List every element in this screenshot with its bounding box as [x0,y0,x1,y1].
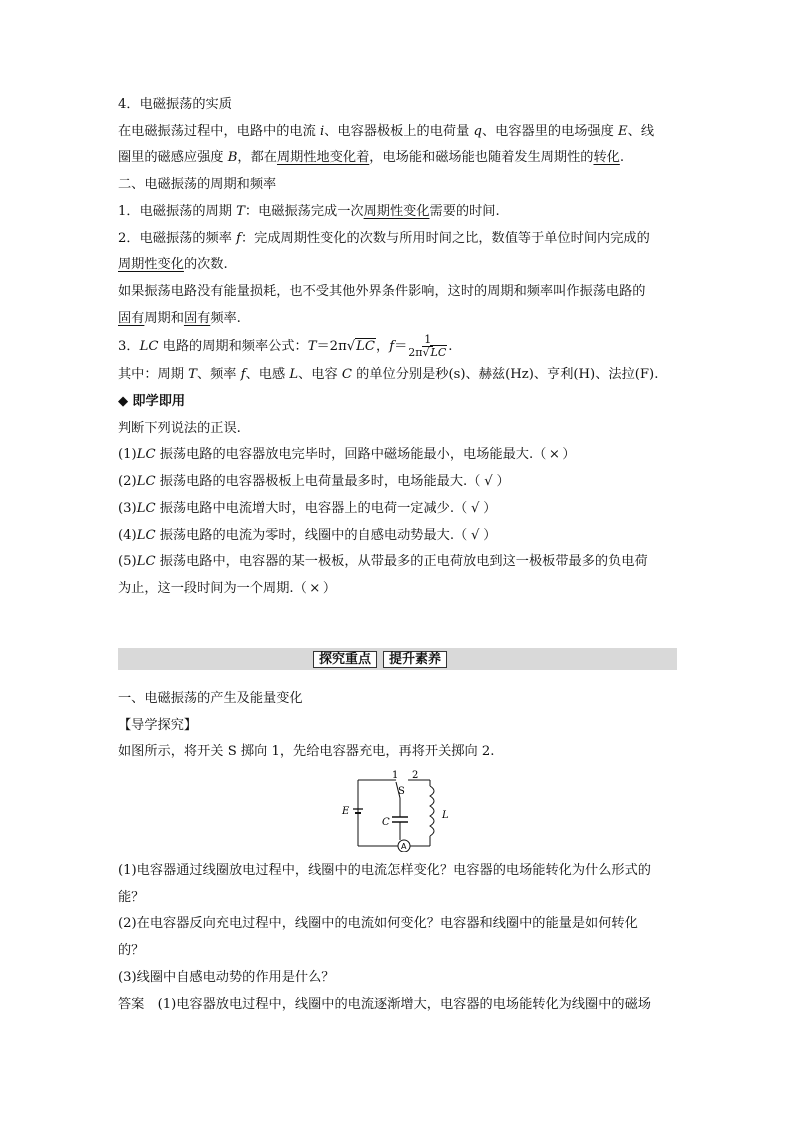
banner-title-left: 探究重点 [313,651,377,668]
period-definition: 1．电磁振荡的周期 T：电磁振荡完成一次周期性变化需要的时间. [118,203,500,219]
practice-item: (4)LC 振荡电路的电流为零时，线圈中的自感电动势最大.（ √ ） [118,527,497,543]
section-period-heading: 二、电磁振荡的周期和频率 [118,177,277,193]
frequency-fraction: $\frac{1}{2\pi√LC}$ [408,333,447,360]
practice-item: (3)LC 振荡电路中电流增大时，电容器上的电荷一定减少.（ √ ） [118,500,497,516]
section-banner-titles [313,651,447,668]
part-1-heading: 一、电磁振荡的产生及能量变化 [118,691,303,706]
ammeter-icon: A [401,842,407,851]
answer-label: 答案 [118,996,145,1012]
question-2-line-2: 的？ [118,943,145,959]
units-line: 其中：周期 T、频率 f、电感 L、电容 C 的单位分别是秒(s)、赫兹(Hz)、亨利(H)、法拉(F). [118,367,659,383]
capacitor-label: C [382,817,390,828]
terminal-2-label: 2 [412,770,419,781]
answer-line: 答案 (1)电容器放电过程中，线圈中的电流逐渐增大，电容器的电场能转化为线圈中的磁场 [118,996,651,1012]
section-4-paragraph-line-1: 在电磁振荡过程中，电路中的电流 i、电容器极板上的电荷量 q、电容器里的电场强度 E、线 [118,123,655,139]
frequency-definition-line-2: 周期性变化的次数. [118,257,228,273]
formula-line: 3．LC 电路的周期和频率公式：T＝2π√LC，f＝ $\frac{1}{2\pi√LC}$ . [118,333,453,360]
practice-bullet-icon: ◆ [118,394,129,410]
practice-intro: 判断下列说法的正误. [118,420,241,436]
section-4-heading: 4．电磁振荡的实质 [118,97,232,112]
section-4-paragraph-line-2: 圈里的磁感应强度 B，都在周期性地变化着，电场能和磁场能也随着发生周期性的转化. [118,150,625,166]
lc-circuit-diagram [340,770,460,852]
practice-item-5-line-1: (5)LC 振荡电路中，电容器的某一极板，从带最多的正电荷放电到这一极板带最多的负电荷 [118,554,648,570]
part-1-intro: 如图所示，将开关 S 掷向 1，先给电容器充电，再将开关掷向 2. [118,744,495,760]
inductor-label: L [442,810,449,821]
page-content [118,92,678,603]
question-2-line-1: (2)在电容器反向充电过程中，线圈中的电流如何变化？电容器和线圈中的能量是如何转化 [118,916,638,932]
part-1 [118,686,678,766]
natural-period-line-2: 固有周期和固有频率. [118,310,241,326]
question-3: (3)线圈中自感电动势的作用是什么？ [118,969,335,985]
frequency-definition-line-1: 2．电磁振荡的频率 f：完成周期性变化的次数与所用时间之比，数值等于单位时间内完成的 [118,230,650,246]
part-1-subheading: 【导学探究】 [118,717,198,733]
battery-label: E [342,806,350,817]
practice-item-5-line-2: 为止，这一段时间为一个周期.（ × ） [118,580,337,596]
natural-period-line-1: 如果振荡电路没有能量损耗，也不受其他外界条件影响，这时的周期和频率叫作振荡电路的 [118,283,646,299]
practice-item: (2)LC 振荡电路的电容器极板上电荷量最多时，电场能最大.（ √ ） [118,474,510,490]
questions [118,858,678,1018]
question-1-line-2: 能？ [118,889,145,905]
practice-heading: ◆ 即学即用 [118,394,186,410]
practice-item: (1)LC 振荡电路的电容器放电完毕时，回路中磁场能最小，电场能最大.（ × ） [118,447,576,463]
question-1-line-1: (1)电容器通过线圈放电过程中，线圈中的电流怎样变化？电容器的电场能转化为什么形式的 [118,863,651,878]
switch-label: S [398,786,405,797]
banner-title-right: 提升素养 [383,651,447,668]
terminal-1-label: 1 [392,770,399,781]
